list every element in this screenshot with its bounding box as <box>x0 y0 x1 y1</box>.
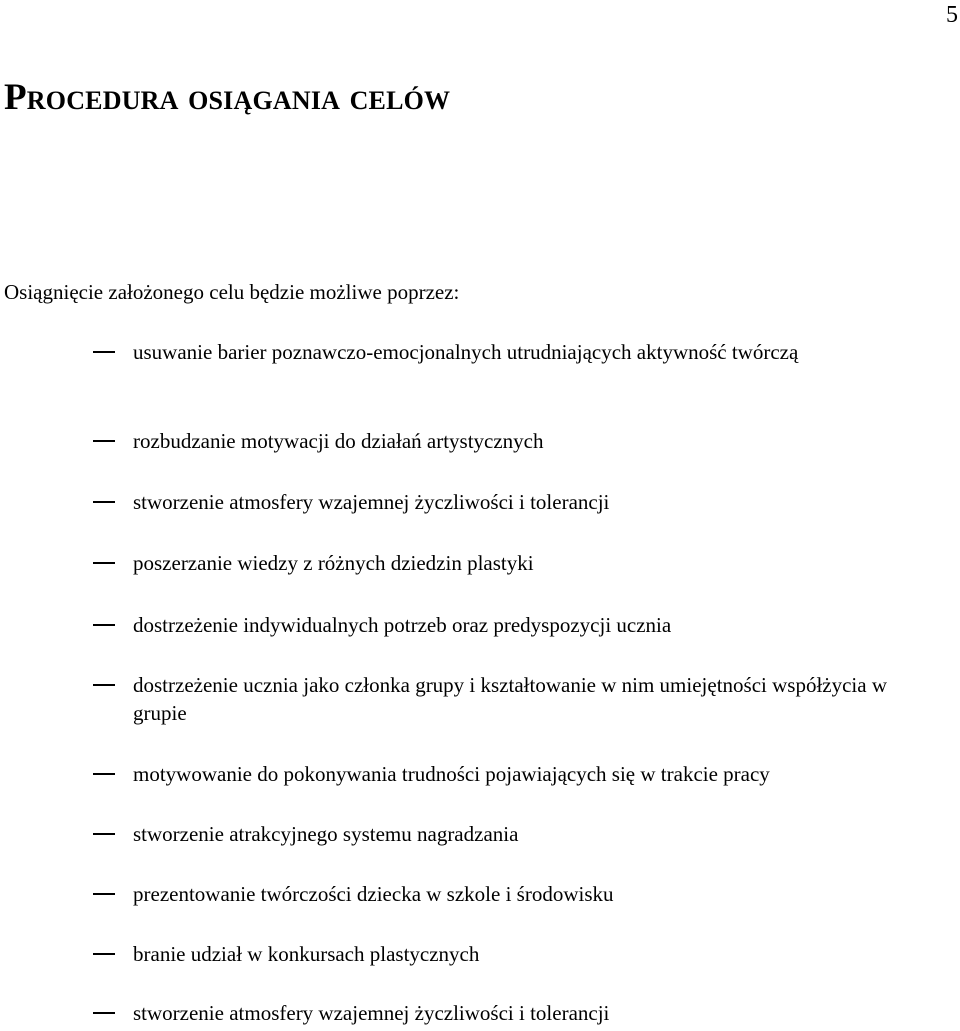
dash-bullet <box>93 684 115 686</box>
dash-bullet <box>93 440 115 442</box>
list-item-text: branie udział w konkursach plastycznych <box>133 942 480 966</box>
list-item-text: prezentowanie twórczości dziecka w szkole i środowisku <box>133 882 614 906</box>
dash-bullet <box>93 953 115 955</box>
list-item-text: stworzenie atrakcyjnego systemu nagradzania <box>133 822 519 846</box>
dash-bullet <box>93 501 115 503</box>
list-item-text: dostrzeżenie ucznia jako członka grupy i kształtowanie w nim umiejętności współżycia w grupie <box>133 673 888 725</box>
intro-text: Osiągnięcie założonego celu będzie możliwe poprzez: <box>4 280 460 304</box>
dash-bullet <box>93 624 115 626</box>
dash-bullet <box>93 833 115 835</box>
list-item-text: motywowanie do pokonywania trudności pojawiających się w trakcie pracy <box>133 762 770 786</box>
dash-bullet <box>93 562 115 564</box>
dash-bullet <box>93 1012 115 1014</box>
list-item-text: dostrzeżenie indywidualnych potrzeb oraz predyspozycji ucznia <box>133 613 672 637</box>
list-item-text: stworzenie atmosfery wzajemnej życzliwości i tolerancji <box>133 1001 610 1025</box>
list-item-text: poszerzanie wiedzy z różnych dziedzin plastyki <box>133 551 534 575</box>
page-number: 5 <box>946 2 958 28</box>
list-item-text: usuwanie barier poznawczo-emocjonalnych utrudniających aktywność twórczą <box>133 340 799 364</box>
dash-bullet <box>93 893 115 895</box>
page-title: Procedura osiągania celów <box>4 77 451 118</box>
dash-bullet <box>93 773 115 775</box>
dash-bullet <box>93 351 115 353</box>
list-item-text: stworzenie atmosfery wzajemnej życzliwości i tolerancji <box>133 490 610 514</box>
list-item-text: rozbudzanie motywacji do działań artystycznych <box>133 429 544 453</box>
